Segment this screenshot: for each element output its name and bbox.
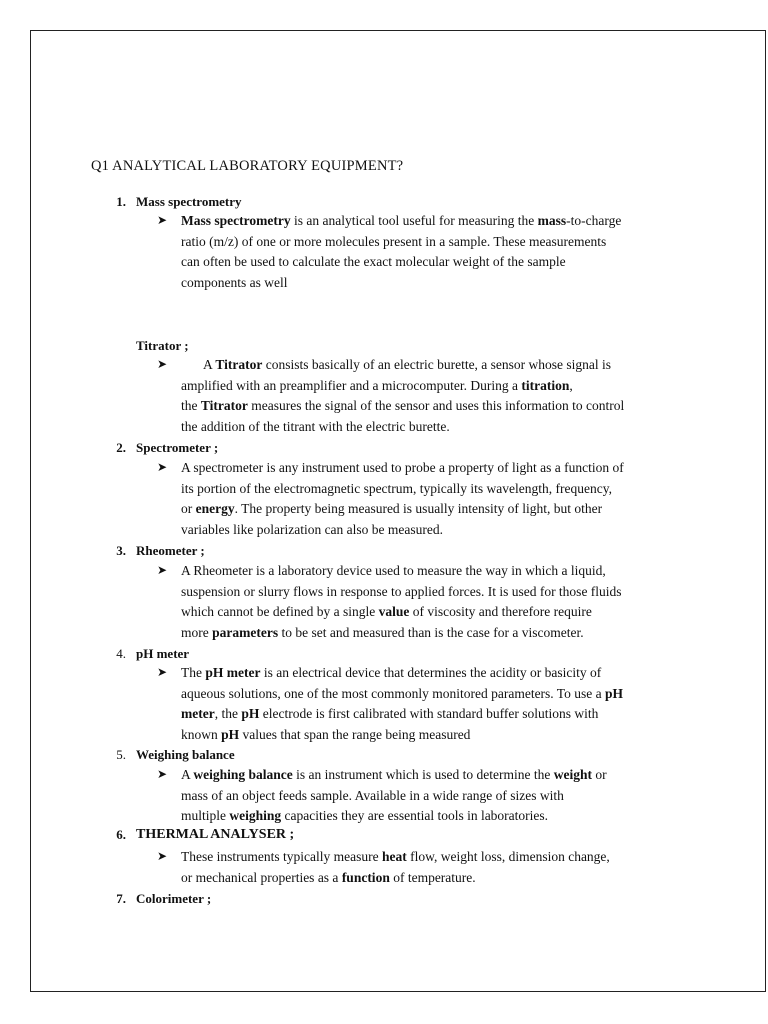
section-heading: Colorimeter ; — [136, 891, 212, 906]
bold-term: energy — [195, 501, 235, 516]
section-heading: THERMAL ANALYSER ; — [136, 827, 295, 842]
section-heading: Weighing balance — [136, 747, 235, 762]
bold-term: pH — [241, 706, 260, 721]
paragraph-line: or energy. The property being measured is usually intensity of light, but other — [181, 501, 603, 516]
arrow-bullet-icon: ➤ — [157, 563, 168, 577]
paragraph-line: Mass spectrometry is an analytical tool useful for measuring the mass-to-charge — [181, 213, 622, 228]
bold-term: pH — [221, 726, 240, 742]
paragraph-line: its portion of the electromagnetic spectrum, typically its wavelength, frequency, — [181, 480, 612, 496]
arrow-bullet-icon: ➤ — [157, 767, 168, 781]
paragraph-line: meter, the pH electrode is first calibrated with standard buffer solutions with — [181, 706, 599, 721]
arrow-bullet-icon: ➤ — [157, 357, 168, 371]
section-paragraph — [181, 765, 681, 827]
section-paragraph — [181, 211, 681, 293]
bold-term: function — [341, 869, 390, 885]
arrow-bullet-icon: ➤ — [157, 665, 168, 679]
paragraph-line: amplified with an preamplifier and a microcomputer. During a titration, — [181, 377, 573, 393]
section-number: 1. — [116, 194, 126, 209]
bold-term: value — [378, 604, 410, 619]
paragraph-line: which cannot be defined by a single value of viscosity and therefore require — [181, 604, 592, 619]
document-title: Q1 ANALYTICAL LABORATORY EQUIPMENT? — [91, 158, 404, 174]
bold-term: weighing balance — [193, 767, 293, 782]
paragraph-line: variables like polarization can also be measured. — [181, 521, 444, 537]
section-number: 5. — [116, 747, 126, 762]
paragraph-line: components as well — [181, 274, 288, 290]
paragraph-line: known pH values that span the range being measured — [181, 726, 471, 742]
section-paragraph — [181, 355, 681, 437]
arrow-bullet-icon: ➤ — [157, 849, 168, 863]
paragraph-line: A spectrometer is any instrument used to probe a property of light as a function of — [181, 460, 624, 475]
section-heading: pH meter — [136, 646, 190, 661]
section-heading: Titrator ; — [136, 338, 189, 353]
paragraph-line: the Titrator measures the signal of the sensor and uses this information to control — [181, 398, 625, 413]
bold-term: weighing — [229, 808, 282, 823]
section-number: 4. — [116, 646, 126, 661]
section-paragraph — [181, 847, 681, 888]
paragraph-line: mass of an object feeds sample. Available in a wide range of sizes with — [181, 787, 564, 803]
paragraph-line: The pH meter is an electrical device that determines the acidity or basicity of — [181, 665, 602, 680]
section-heading: Mass spectrometry — [136, 194, 242, 209]
section-number: 6. — [116, 827, 126, 842]
bold-term: meter — [181, 706, 215, 721]
paragraph-line: the addition of the titrant with the electric burette. — [181, 418, 450, 434]
bold-term: weight — [553, 767, 592, 782]
paragraph-line: These instruments typically measure heat flow, weight loss, dimension change, — [181, 849, 610, 864]
paragraph-line: A weighing balance is an instrument which is used to determine the weight or — [181, 767, 607, 782]
bold-term: heat — [381, 849, 407, 864]
paragraph-line: or mechanical properties as a function of temperature. — [181, 869, 476, 885]
section-heading: Spectrometer ; — [136, 440, 219, 455]
paragraph-line: multiple weighing capacities they are essential tools in laboratories. — [181, 808, 549, 823]
section-paragraph — [181, 663, 681, 745]
section-heading: Rheometer ; — [136, 543, 205, 558]
bold-term: mass — [537, 213, 567, 228]
bold-term: Titrator — [215, 357, 263, 372]
bold-term: parameters — [212, 624, 279, 640]
section-paragraph — [181, 458, 681, 540]
paragraph-line: A Titrator consists basically of an electric burette, a sensor whose signal is — [203, 357, 612, 372]
paragraph-line: suspension or slurry flows in response to applied forces. It is used for those fluids — [181, 583, 622, 599]
paragraph-line: ratio (m/z) of one or more molecules present in a sample. These measurements — [181, 233, 607, 249]
bold-term: pH meter — [205, 665, 261, 680]
section-number: 7. — [116, 891, 126, 906]
section-number: 3. — [116, 543, 126, 558]
bold-term: Titrator — [200, 398, 248, 413]
paragraph-line: more parameters to be set and measured than is the case for a viscometer. — [181, 624, 584, 640]
bold-term: Mass spectrometry — [181, 213, 291, 228]
section-paragraph — [181, 561, 681, 643]
paragraph-line: can often be used to calculate the exact molecular weight of the sample — [181, 254, 566, 269]
bold-term: titration — [521, 377, 570, 393]
paragraph-line: A Rheometer is a laboratory device used to measure the way in which a liquid, — [181, 563, 606, 578]
section-number: 2. — [116, 440, 126, 455]
arrow-bullet-icon: ➤ — [157, 213, 168, 227]
arrow-bullet-icon: ➤ — [157, 460, 168, 474]
paragraph-line: aqueous solutions, one of the most commonly monitored parameters. To use a pH — [181, 685, 623, 701]
bold-term: pH — [604, 685, 623, 701]
